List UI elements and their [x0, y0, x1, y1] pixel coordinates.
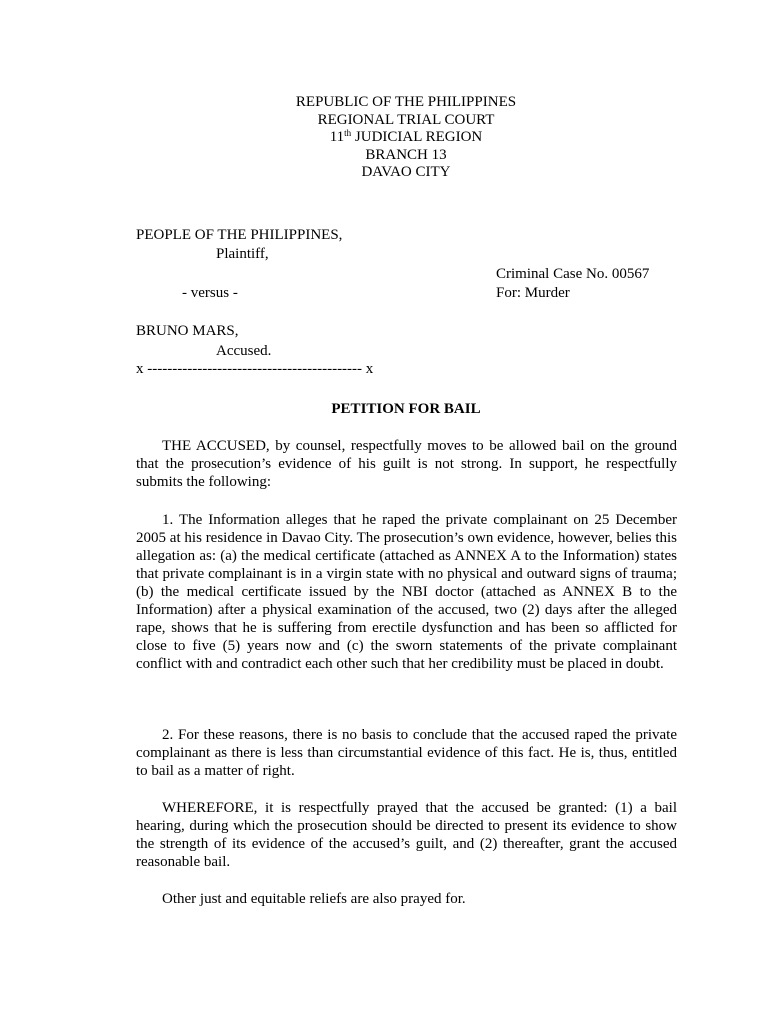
- header-city: DAVAO CITY: [361, 164, 451, 180]
- plaintiff-name: PEOPLE OF THE PHILIPPINES,: [136, 227, 343, 243]
- other-reliefs-paragraph: Other just and equitable reliefs are also prayed for.: [162, 891, 466, 907]
- paragraph-2: 2. For these reasons, there is no basis to conclude that the accused raped the private complainant as there is less than circumstantial evidence of this fact. He is, thus, entitled to bail as a matter of right.: [136, 727, 677, 779]
- header-region-text: JUDICIAL REGION: [351, 129, 483, 145]
- header-court: REGIONAL TRIAL COURT: [317, 111, 495, 128]
- case-number: Criminal Case No. 00567: [496, 266, 650, 282]
- accused-name: BRUNO MARS,: [136, 323, 239, 339]
- intro-paragraph: THE ACCUSED, by counsel, respectfully moves to be allowed bail on the ground that the prosecution’s evidence of his guilt is not strong. In support, he respectfully submits the following:: [136, 438, 677, 490]
- header-region-suffix: th: [344, 128, 352, 138]
- header-branch: BRANCH 13: [365, 146, 447, 163]
- caption-separator: x ------------------------------------------- x: [136, 361, 374, 377]
- wherefore-paragraph: WHEREFORE, it is respectfully prayed that the accused be granted: (1) a bail hearing, during which the prosecution should be directed to present its evidence to show the strength of its evidence of the accused’s guilt, and (2) thereafter, grant the accused reasonable bail.: [136, 800, 677, 870]
- court-header: [0, 94, 768, 182]
- header-region: [0, 129, 768, 147]
- header-region-number: 11: [329, 129, 345, 145]
- plaintiff-role: Plaintiff,: [216, 246, 269, 262]
- document-title: PETITION FOR BAIL: [331, 401, 481, 417]
- versus-label: - versus -: [182, 285, 238, 301]
- paragraph-1: 1. The Information alleges that he raped the private complainant on 25 December 2005 at his residence in Davao City. The prosecution’s own evidence, however, belies this allegation as: (a) the medical certificate (attached as ANNEX A to the Information) states that private complainant is in a virgin state with no physical and outward signs of trauma; (b) the medical certificate issued by the NBI doctor (attached as ANNEX B to the Information) after a physical examination of the accused, two (2) days after the alleged rape, shows that he is suffering from erectile dysfunction and has been so afflicted for close to five (5) years now and (c) the sworn statements of the private complainant conflict with and contradict each other such that her credibility must be placed in doubt.: [136, 512, 677, 672]
- header-republic: REPUBLIC OF THE PHILIPPINES: [295, 94, 517, 110]
- charge-label: For: Murder: [496, 285, 570, 301]
- accused-role: Accused.: [216, 343, 272, 359]
